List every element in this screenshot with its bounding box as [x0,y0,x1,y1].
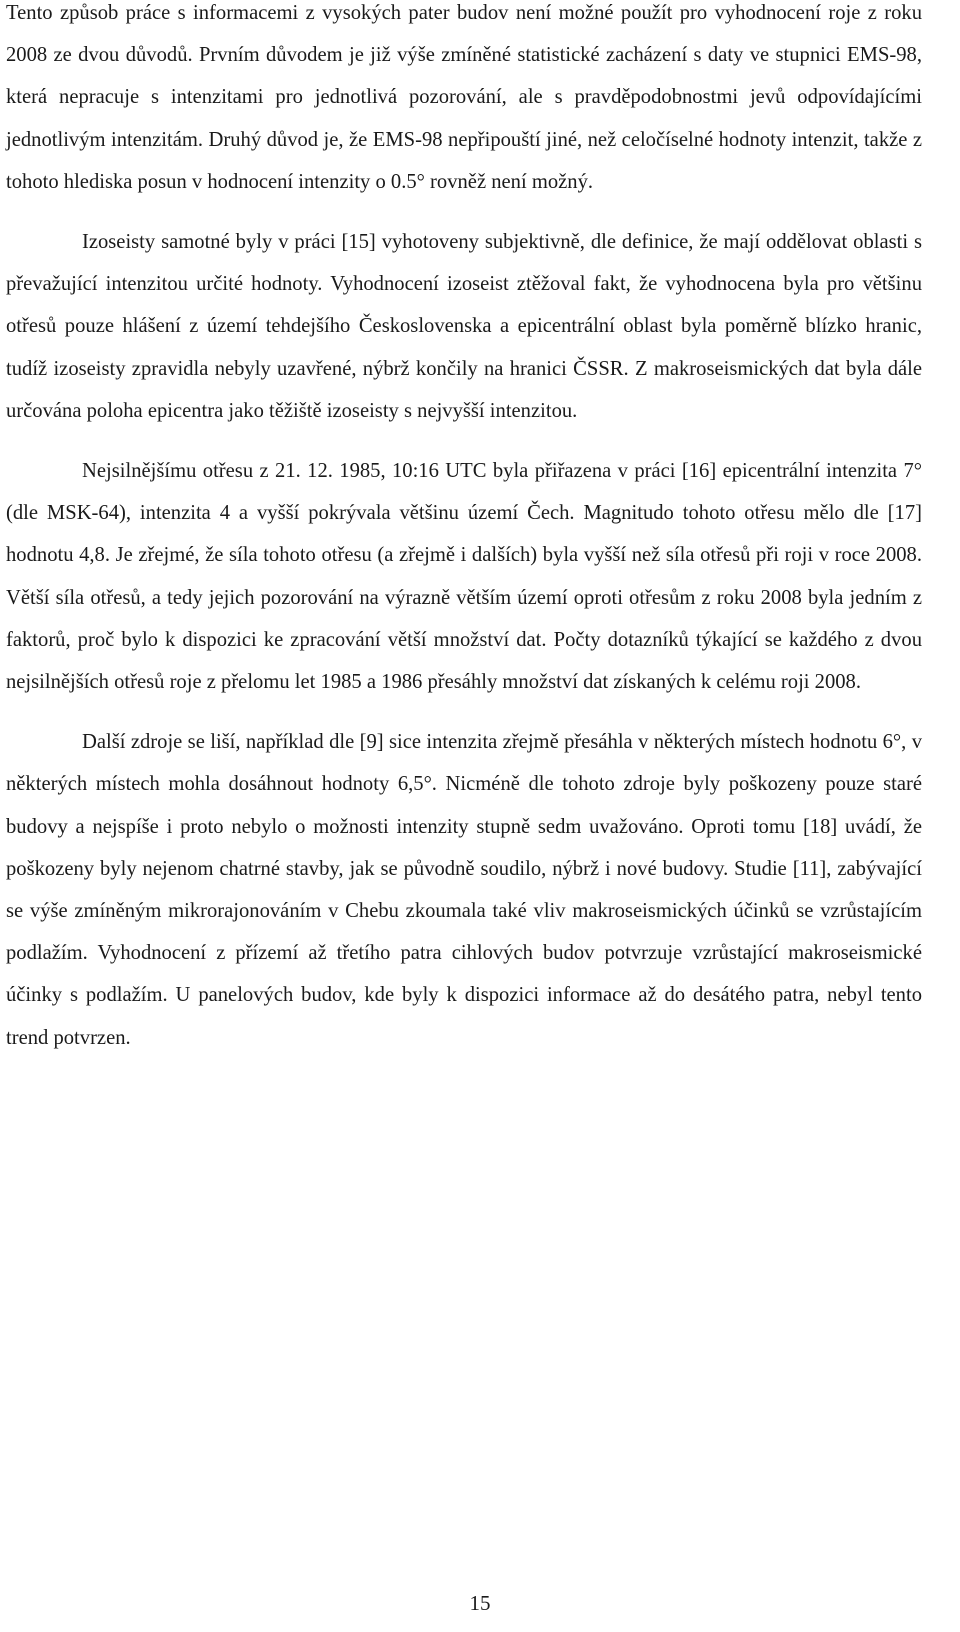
paragraph-other-sources: Další zdroje se liší, například dle [9] sice intenzita zřejmě přesáhla v některých místech hodnotu 6°, v některých místech mohla dosáhnout hodnoty 6,5°. Nicméně dle tohoto zdroje byly poškozeny pouze staré budovy a nejspíše i proto nebylo o možnosti intenzity stupně sedm uvažováno. Oproti tomu [18] uvádí, že poškozeny byly nejenom chatrné stavby, jak se původně soudilo, nýbrž i nové budovy. Studie [11], zabývající se výše zmíněným mikrorajonováním v Chebu zkoumala také vliv makroseismických účinků se vzrůstajícím podlažím. Vyhodnocení z přízemí až třetího patra cihlových budov potvrzuje vzrůstající makroseismické účinky s podlažím. U panelových budov, kde byly k dispozici informace až do desátého patra, nebyl tento trend potvrzen. [6,731,922,1049]
document-page [6,0,922,1059]
paragraph-isoseismals: Izoseisty samotné byly v práci [15] vyhotoveny subjektivně, dle definice, že mají oddělovat oblasti s převažující intenzitou určité hodnoty. Vyhodnocení izoseist ztěžoval fakt, že vyhodnocena byla pro většinu otřesů pouze hlášení z území tehdejšího Československa a epicentrální oblast byla poměrně blízko hranic, tudíž izoseisty zpravidla nebyly uzavřené, nýbrž končily na hranici ČSSR. Z makroseismických dat byla dále určována poloha epicentra jako těžiště izoseisty s nejvyšší intenzitou. [6,231,922,422]
paragraph-continuation: Tento způsob práce s informacemi z vysokých pater budov není možné použít pro vyhodnocení roje z roku 2008 ze dvou důvodů. Prvním důvodem je již výše zmíněné statistické zacházení s daty ve stupnici EMS-98, která nepracuje s intenzitami pro jednotlivá pozorování, ale s pravděpodobnostmi jevů odpovídajícími jednotlivým intenzitám. Druhý důvod je, že EMS-98 nepřipouští jiné, než celočíselné hodnoty intenzit, takže z tohoto hlediska posun v hodnocení intenzity o 0.5° rovněž není možný. [6,2,922,193]
paragraph-strongest-shock: Nejsilnějšímu otřesu z 21. 12. 1985, 10:16 UTC byla přiřazena v práci [16] epicentrální intenzita 7° (dle MSK-64), intenzita 4 a vyšší pokrývala většinu území Čech. Magnitudo tohoto otřesu mělo dle [17] hodnotu 4,8. Je zřejmé, že síla tohoto otřesu (a zřejmě i dalších) byla vyšší než síla otřesů při roji v roce 2008. Větší síla otřesů, a tedy jejich pozorování na výrazně větším území oproti otřesům z roku 2008 byla jedním z faktorů, proč bylo k dispozici ke zpracování větší množství dat. Počty dotazníků týkající se každého z dvou nejsilnějších otřesů roje z přelomu let 1985 a 1986 přesáhly množství dat získaných k celému roji 2008. [6,460,922,694]
page-number: 15 [469,1591,491,1615]
